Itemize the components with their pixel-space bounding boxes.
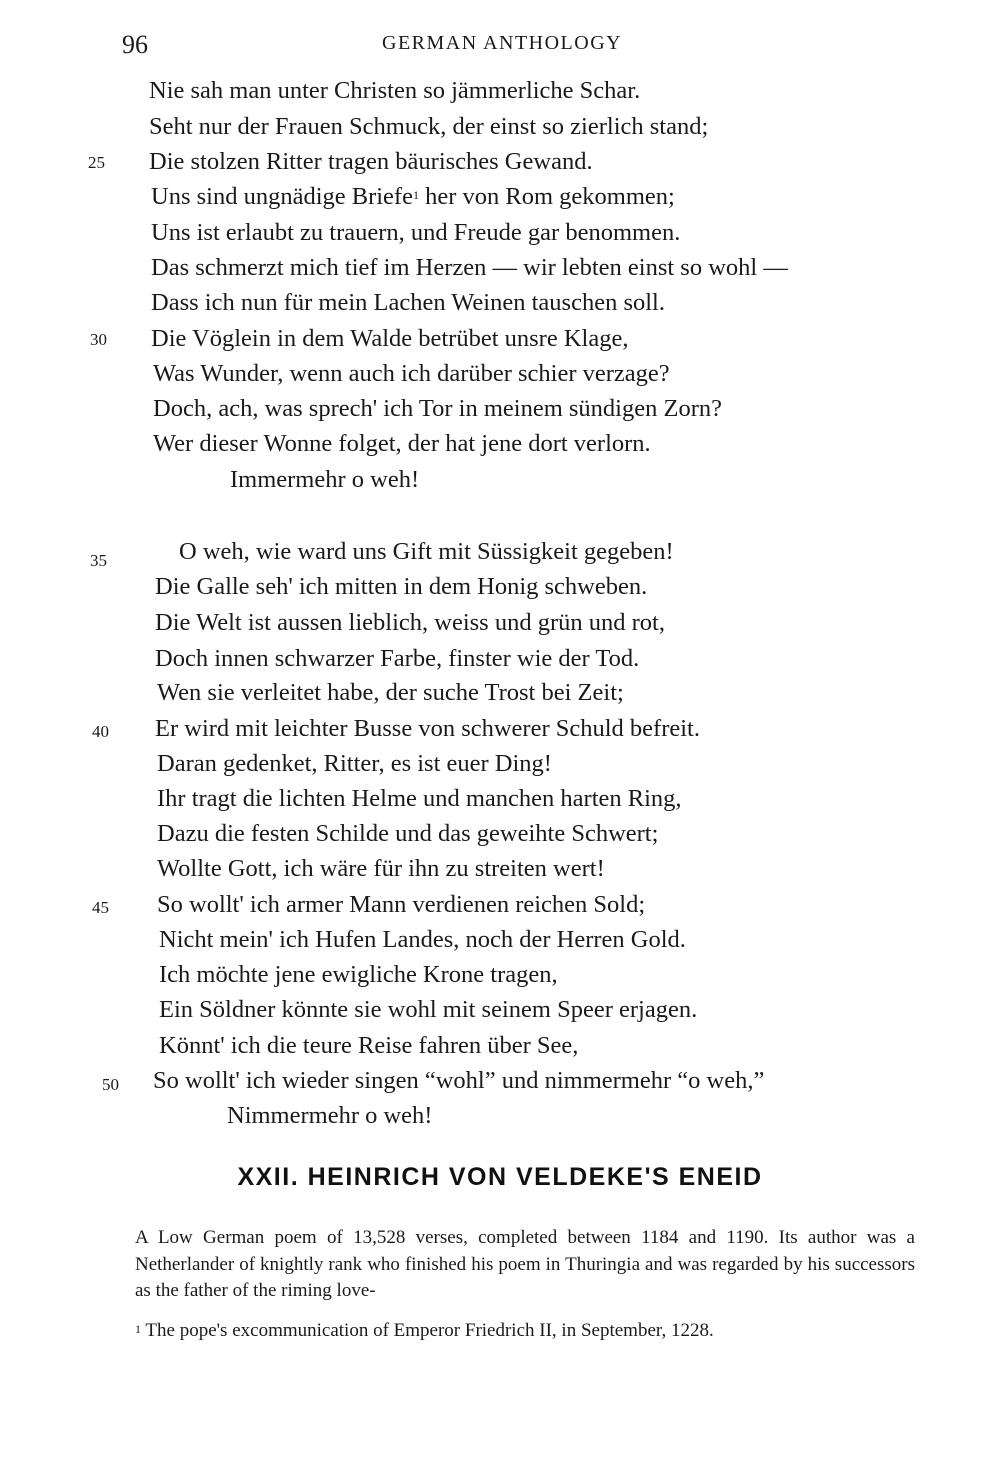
verse-line: Seht nur der Frauen Schmuck, der einst so zierlich stand; [149,113,709,140]
verse-line: Die stolzen Ritter tragen bäurisches Gewand. [149,148,593,175]
footnote-marker: 1 [135,1322,141,1336]
verse-line: So wollt' ich wieder singen “wohl” und nimmermehr “o weh,” [153,1067,765,1094]
line-number: 50 [102,1075,119,1094]
line-number: 45 [92,898,109,917]
verse-line: Ich möchte jene ewigliche Krone tragen, [159,961,558,988]
verse-line: Ein Söldner könnte sie wohl mit seinem Speer erjagen. [159,996,698,1023]
verse-line: Er wird mit leichter Busse von schwerer Schuld befreit. [155,715,700,742]
refrain-line: Immermehr o weh! [230,466,420,493]
verse-line: Doch innen schwarzer Farbe, finster wie der Tod. [155,645,640,672]
verse-line: O weh, wie ward uns Gift mit Süssigkeit gegeben! [179,538,674,565]
verse-line: Was Wunder, wenn auch ich darüber schier verzage? [153,360,670,387]
verse-line: Die Welt ist aussen lieblich, weiss und grün und rot, [155,609,665,636]
verse-line: Uns ist erlaubt zu trauern, und Freude gar benommen. [151,219,681,246]
section-intro: A Low German poem of 13,528 verses, completed between 1184 and 1190. Its author was a Netherlander of knightly rank who finished his poem in Thuringia and was regarded by his successors as the father of the riming love- [135,1227,915,1301]
verse-line: Die Galle seh' ich mitten in dem Honig schweben. [155,573,648,600]
verse-line: So wollt' ich armer Mann verdienen reichen Sold; [157,891,646,918]
verse-line: Wen sie verleitet habe, der suche Trost bei Zeit; [157,679,624,706]
footnote-text: The pope's excommunication of Emperor Friedrich II, in September, 1228. [141,1320,714,1341]
verse-line: Ihr tragt die lichten Helme und manchen harten Ring, [157,785,682,812]
footnote [135,1318,925,1344]
verse-line: Doch, ach, was sprech' ich Tor in meinem sündigen Zorn? [153,395,722,422]
page-header [0,30,1000,60]
verse-line: Daran gedenket, Ritter, es ist euer Ding! [157,750,552,777]
page-number: 96 [122,30,148,59]
verse-line: Wer dieser Wonne folget, der hat jene dort verlorn. [153,430,651,457]
running-head: GERMAN ANTHOLOGY [382,32,623,54]
verse-line: Nie sah man unter Christen so jämmerliche Schar. [149,77,641,104]
verse-line: Die Vöglein in dem Walde betrübet unsre Klage, [151,325,629,352]
line-number: 25 [88,153,105,172]
verse-line: Dazu die festen Schilde und das geweihte Schwert; [157,820,659,847]
verse-line: Wollte Gott, ich wäre für ihn zu streiten wert! [157,855,605,882]
verse-line: Das schmerzt mich tief im Herzen — wir lebten einst so wohl — [151,254,788,281]
verse-line: Könnt' ich die teure Reise fahren über See, [159,1032,579,1059]
verse-line: Uns sind ungnädige Briefe$^1$ her von Rom gekommen; [151,183,675,210]
footnote-marker: 1 [412,188,419,202]
section-heading: XXII. HEINRICH VON VELDEKE'S ENEID [237,1163,763,1191]
line-number: 40 [92,722,109,741]
verse-line: Nicht mein' ich Hufen Landes, noch der Herren Gold. [159,926,686,953]
refrain-line: Nimmermehr o weh! [227,1102,433,1129]
verse-line: Dass ich nun für mein Lachen Weinen tauschen soll. [151,289,665,316]
line-number: 35 [90,551,107,570]
line-number: 30 [90,330,107,349]
